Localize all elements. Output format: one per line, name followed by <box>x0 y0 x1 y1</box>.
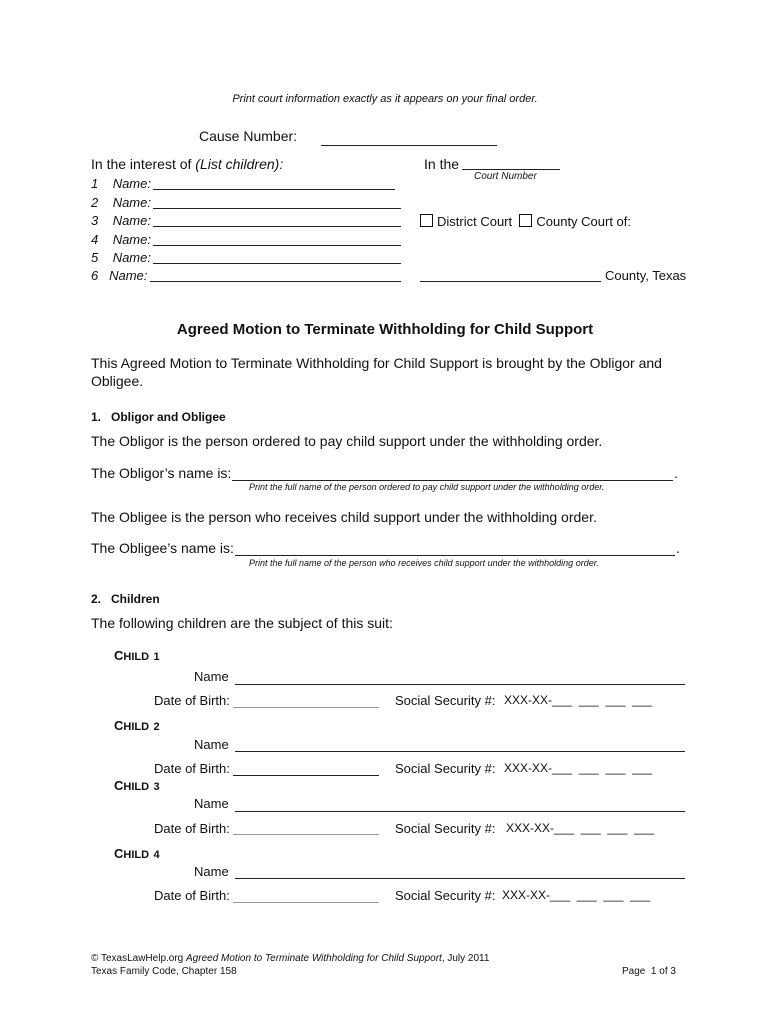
child-1-ssn-label: Social Security #: <box>395 693 496 708</box>
obligor-name-field[interactable] <box>232 480 673 481</box>
child-1-dob-label: Date of Birth: <box>154 693 230 708</box>
child-name-field-2[interactable] <box>153 208 401 209</box>
interest-label <box>91 156 283 172</box>
child-2-ssn-field[interactable]: XXX-XX-___ ___ ___ ___ <box>504 761 653 775</box>
child-name-field-3[interactable] <box>153 226 401 227</box>
section-1-heading: 1. Obligor and Obligee <box>91 410 226 424</box>
obligor-name-hint: Print the full name of the person ordered to pay child support under the withholding order. <box>249 482 605 492</box>
county-texas-label: County, Texas <box>605 268 687 283</box>
section-2-heading: 2. Children <box>91 592 160 606</box>
county-field[interactable] <box>420 281 601 282</box>
district-court-checkbox[interactable] <box>420 214 433 227</box>
footer-page-number: Page 1 of 3 <box>622 966 676 977</box>
child-3-ssn-label: Social Security #: <box>395 821 496 836</box>
child-name-field-6[interactable] <box>150 281 401 282</box>
footer-copyright-title: Agreed Motion to Terminate Withholding for Child Support <box>186 953 442 964</box>
footer-copyright-date: , July 2011 <box>441 953 490 964</box>
child-4-name-field[interactable] <box>235 878 685 879</box>
interest-row-5: 5 Name: <box>91 250 151 265</box>
interest-row-3: 3 Name: <box>91 213 151 228</box>
child-4-dob-label: Date of Birth: <box>154 888 230 903</box>
header-note: Print court information exactly as it appears on your final order. <box>232 93 538 105</box>
child-3-name-field[interactable] <box>235 811 685 812</box>
footer-code: Texas Family Code, Chapter 158 <box>91 966 237 977</box>
intro-paragraph: This Agreed Motion to Terminate Withholding for Child Support is brought by the Obligor and Obligee. <box>91 355 662 389</box>
child-3-name-label: Name <box>194 796 229 811</box>
county-court-checkbox[interactable] <box>519 214 532 227</box>
child-3-heading: CHILD 3 <box>114 778 160 793</box>
footer-copyright-prefix: © TexasLawHelp.org <box>91 953 187 964</box>
interest-row-4: 4 Name: <box>91 232 151 247</box>
child-1-heading: CHILD 1 <box>114 648 160 663</box>
child-2-name-field[interactable] <box>235 751 685 752</box>
child-4-ssn-label: Social Security #: <box>395 888 496 903</box>
children-description: The following children are the subject of this suit: <box>91 615 393 631</box>
in-the-label: In the <box>424 156 460 172</box>
child-4-dob-field[interactable] <box>233 902 379 903</box>
child-1-dob-field[interactable] <box>233 707 379 708</box>
child-3-dob-field[interactable] <box>233 834 379 835</box>
child-3-ssn-field[interactable]: XXX-XX-___ ___ ___ ___ <box>506 821 655 835</box>
child-2-ssn-label: Social Security #: <box>395 761 496 776</box>
child-1-name-label: Name <box>194 669 229 684</box>
obligor-period: . <box>674 465 678 481</box>
child-2-name-label: Name <box>194 737 229 752</box>
interest-label-prefix: In the interest of <box>91 156 192 172</box>
child-2-heading: CHILD 2 <box>114 718 160 733</box>
child-3-dob-label: Date of Birth: <box>154 821 230 836</box>
interest-row-2: 2 Name: <box>91 195 151 210</box>
child-1-name-field[interactable] <box>235 684 685 685</box>
interest-label-paren: (List children): <box>195 156 284 172</box>
child-name-field-5[interactable] <box>153 263 401 264</box>
child-2-dob-field[interactable] <box>233 775 379 776</box>
child-4-ssn-field[interactable]: XXX-XX-___ ___ ___ ___ <box>502 888 651 902</box>
obligee-name-hint: Print the full name of the person who receives child support under the withholding order. <box>249 558 599 568</box>
court-number-hint: Court Number <box>474 171 537 182</box>
child-4-name-label: Name <box>194 864 229 879</box>
obligor-name-label: The Obligor’s name is: <box>91 465 232 481</box>
interest-row-1: 1 Name: <box>91 176 151 191</box>
child-name-field-4[interactable] <box>153 245 401 246</box>
county-court-label: County Court of: <box>536 214 632 229</box>
child-name-field-1[interactable] <box>153 189 395 190</box>
obligee-period: . <box>676 540 680 556</box>
court-type-row <box>420 214 631 229</box>
obligee-name-field[interactable] <box>235 555 675 556</box>
court-number-field[interactable] <box>462 169 560 170</box>
cause-number-field[interactable] <box>321 145 497 146</box>
obligee-name-label: The Obligee’s name is: <box>91 540 234 556</box>
interest-row-6: 6 Name: <box>91 268 148 283</box>
obligee-description: The Obligee is the person who receives child support under the withholding order. <box>91 509 597 525</box>
child-4-heading: CHILD 4 <box>114 846 160 861</box>
child-2-dob-label: Date of Birth: <box>154 761 230 776</box>
cause-number-label: Cause Number: <box>199 128 298 144</box>
district-court-label: District Court <box>437 214 513 229</box>
document-title: Agreed Motion to Terminate Withholding for Child Support <box>176 321 594 338</box>
obligor-description: The Obligor is the person ordered to pay child support under the withholding order. <box>91 433 603 449</box>
footer-copyright <box>91 953 489 964</box>
child-1-ssn-field[interactable]: XXX-XX-___ ___ ___ ___ <box>504 693 653 707</box>
